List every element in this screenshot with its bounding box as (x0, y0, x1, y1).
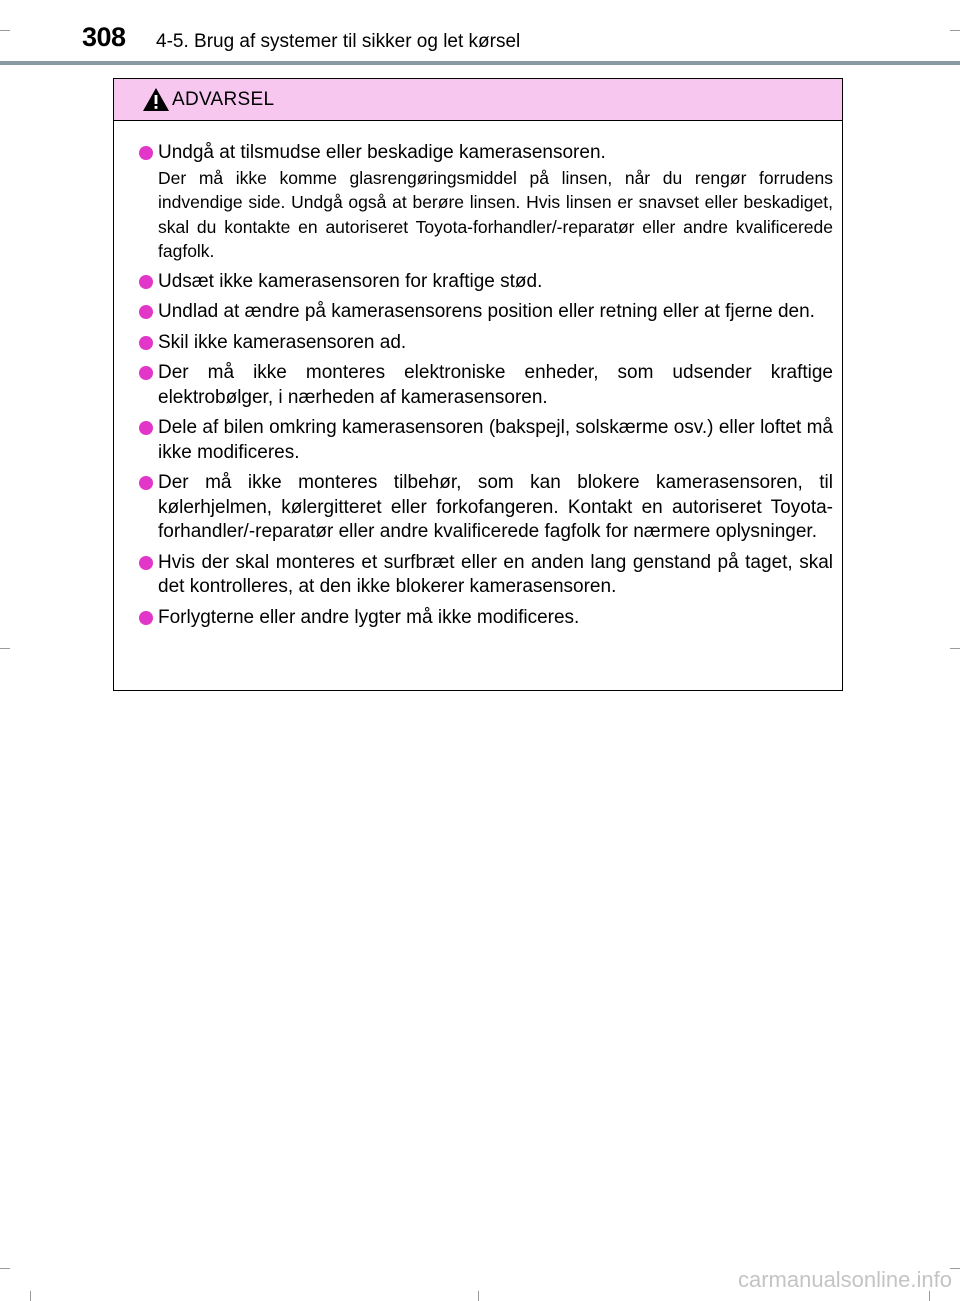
item-text: Der må ikke monteres elektroniske enheder, som udsender kraftige elektrobølger, i nærheden af kamerasensoren. (158, 362, 833, 408)
crop-mark (30, 1291, 31, 1301)
warning-title: ADVARSEL (172, 89, 275, 110)
section-title: 4-5. Brug af systemer til sikker og let kørsel (156, 31, 521, 52)
watermark: carmanualsonline.info (737, 1267, 952, 1292)
bullet-icon (139, 366, 153, 380)
warning-triangle-icon (142, 87, 170, 112)
crop-mark (950, 648, 960, 649)
list-item (139, 361, 833, 410)
bullet-icon (139, 556, 153, 570)
item-subtext: Der må ikke komme glasrengøringsmiddel på linsen, når du rengør forrudens indvendige side. Undgå også at berøre linsen. Hvis linsen er snavset eller beskadiget, skal du kontakte en autoriseret Toyota-forhandler/-reparatør eller andre kvalificerede fagfolk. (158, 167, 833, 261)
bullet-icon (139, 476, 153, 490)
crop-mark (950, 30, 960, 31)
page-number: 308 (82, 22, 126, 52)
warning-list (114, 121, 842, 630)
header-rule (0, 61, 960, 65)
crop-mark (0, 1268, 10, 1269)
list-item (139, 551, 833, 600)
crop-mark (0, 30, 10, 31)
list-item (139, 416, 833, 465)
list-item (139, 300, 833, 325)
list-item (139, 471, 833, 545)
item-text: Skil ikke kamerasensoren ad. (158, 331, 407, 353)
list-item (139, 606, 833, 631)
item-text: Udsæt ikke kamerasensoren for kraftige stød. (158, 270, 543, 292)
bullet-icon (139, 611, 153, 625)
bullet-icon (139, 421, 153, 435)
item-text: Undgå at tilsmudse eller beskadige kamerasensoren. (158, 142, 606, 163)
bullet-icon (139, 305, 153, 319)
warning-header (114, 79, 842, 121)
list-item (139, 270, 833, 295)
bullet-icon (139, 275, 153, 289)
list-item (139, 141, 833, 264)
item-text: Undlad at ændre på kamerasensorens position eller retning eller at fjerne den. (158, 301, 815, 322)
crop-mark (0, 648, 10, 649)
bullet-icon (139, 146, 153, 160)
item-text: Forlygterne eller andre lygter må ikke modificeres. (158, 606, 580, 628)
item-text: Der må ikke monteres tilbehør, som kan blokere kamerasensoren, til kølerhjelmen, kølergitteret eller forkofangeren. Kontakt en autoriseret Toyota-forhandler/-reparatør eller andre kvalificerede fagfolk for nærmere oplysninger. (158, 472, 833, 542)
list-item (139, 331, 833, 356)
warning-box (113, 78, 843, 691)
bullet-icon (139, 336, 153, 350)
crop-mark (478, 1291, 479, 1301)
item-text: Hvis der skal monteres et surfbræt eller en anden lang genstand på taget, skal det kontrolleres, at den ikke blokerer kamerasensoren. (158, 551, 833, 597)
item-text: Dele af bilen omkring kamerasensoren (bakspejl, solskærme osv.) eller loftet må ikke modificeres. (158, 417, 833, 463)
